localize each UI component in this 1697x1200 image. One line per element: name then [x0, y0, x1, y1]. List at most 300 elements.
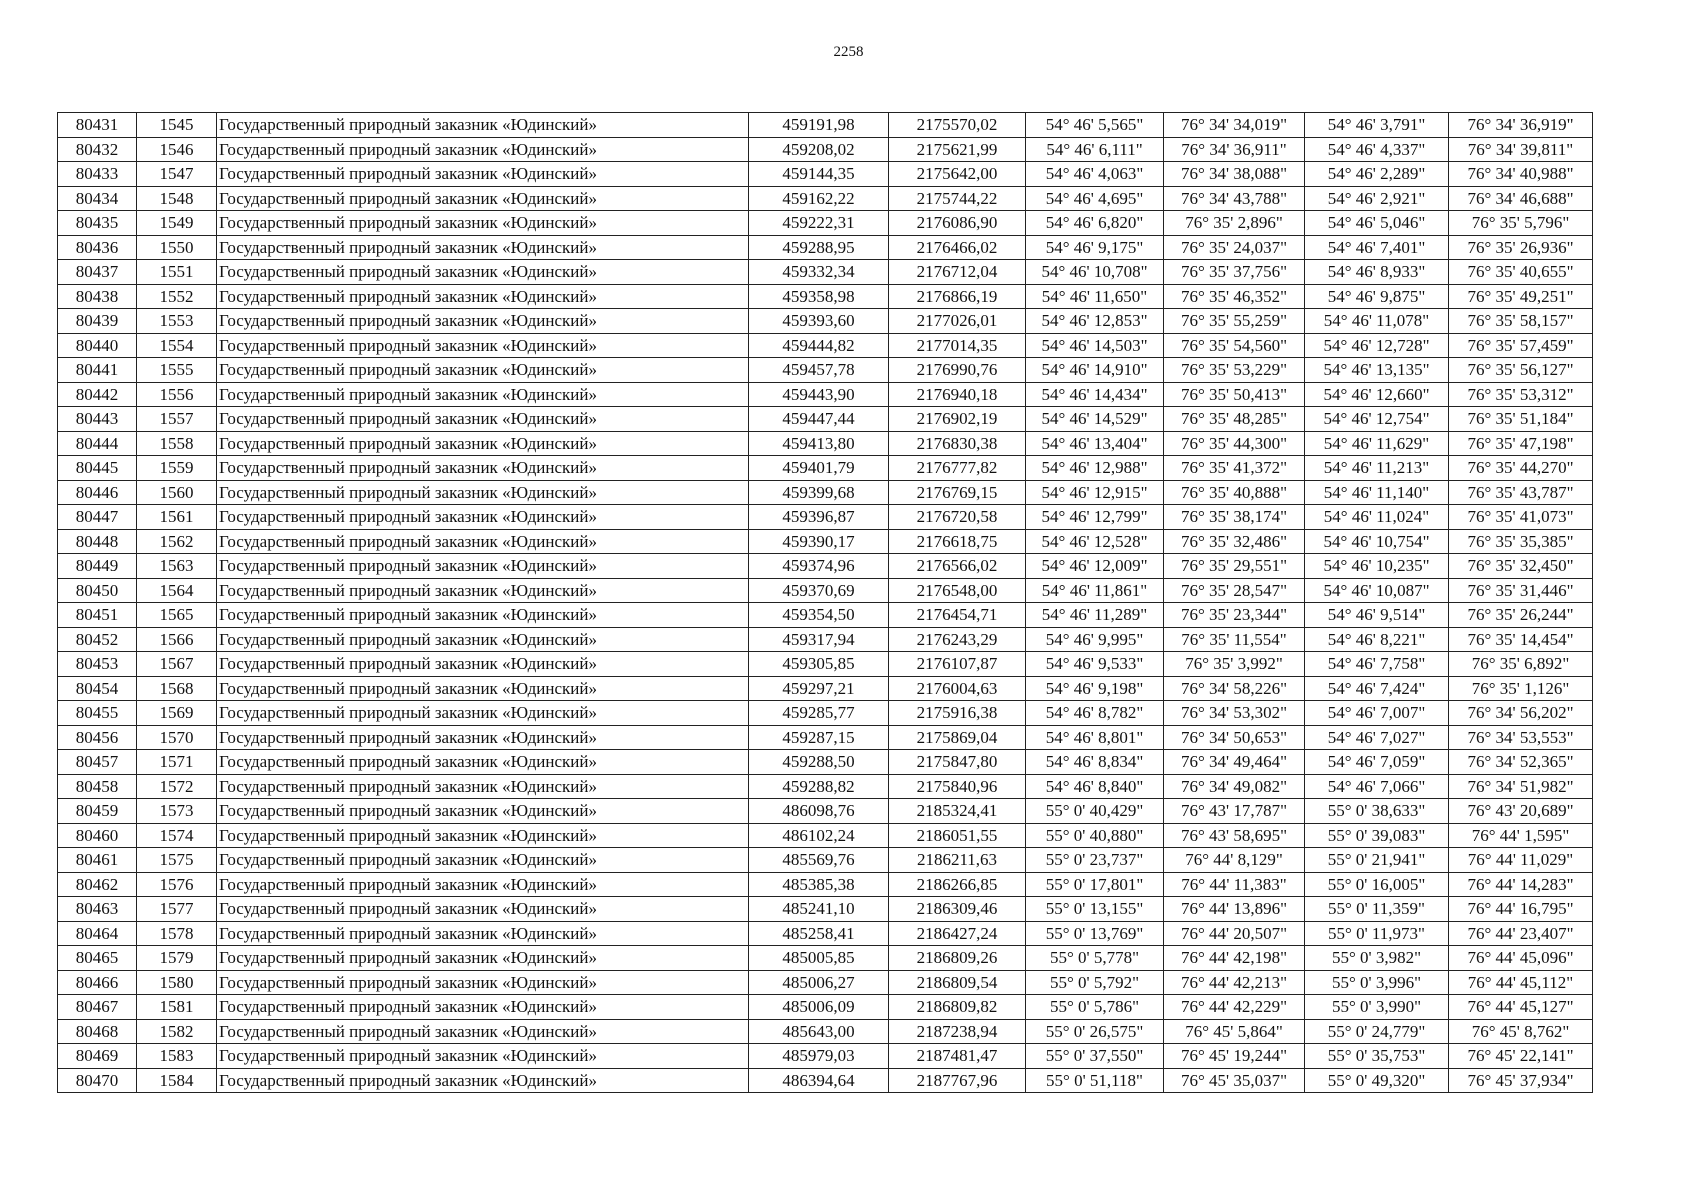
coord-x-cell: 459332,34 [749, 260, 889, 285]
longitude-2-cell: 76° 35' 1,126" [1449, 676, 1593, 701]
point-number-cell: 1562 [137, 529, 217, 554]
table-row [58, 946, 1593, 971]
object-name-cell: Государственный природный заказник «Юдинский» [217, 529, 749, 554]
longitude-2-cell: 76° 35' 53,312" [1449, 382, 1593, 407]
object-name-cell: Государственный природный заказник «Юдинский» [217, 1044, 749, 1069]
latitude-1-cell: 54° 46' 5,565" [1026, 113, 1164, 138]
record-id-cell: 80459 [58, 799, 137, 824]
record-id-cell: 80435 [58, 211, 137, 236]
record-id-cell: 80446 [58, 480, 137, 505]
record-id-cell: 80451 [58, 603, 137, 628]
longitude-1-cell: 76° 35' 50,413" [1164, 382, 1305, 407]
longitude-1-cell: 76° 45' 5,864" [1164, 1019, 1305, 1044]
record-id-cell: 80444 [58, 431, 137, 456]
object-name-cell: Государственный природный заказник «Юдинский» [217, 407, 749, 432]
coord-y-cell: 2177014,35 [889, 333, 1026, 358]
longitude-1-cell: 76° 35' 41,372" [1164, 456, 1305, 481]
record-id-cell: 80439 [58, 309, 137, 334]
point-number-cell: 1553 [137, 309, 217, 334]
object-name-cell: Государственный природный заказник «Юдинский» [217, 921, 749, 946]
coord-y-cell: 2176454,71 [889, 603, 1026, 628]
latitude-1-cell: 55° 0' 40,429" [1026, 799, 1164, 824]
latitude-2-cell: 54° 46' 7,066" [1305, 774, 1449, 799]
point-number-cell: 1574 [137, 823, 217, 848]
longitude-1-cell: 76° 34' 36,911" [1164, 137, 1305, 162]
longitude-1-cell: 76° 35' 2,896" [1164, 211, 1305, 236]
table-row [58, 162, 1593, 187]
longitude-2-cell: 76° 35' 40,655" [1449, 260, 1593, 285]
latitude-1-cell: 54° 46' 4,063" [1026, 162, 1164, 187]
coord-y-cell: 2176243,29 [889, 627, 1026, 652]
object-name-cell: Государственный природный заказник «Юдинский» [217, 1019, 749, 1044]
coord-y-cell: 2187767,96 [889, 1068, 1026, 1093]
longitude-2-cell: 76° 35' 14,454" [1449, 627, 1593, 652]
point-number-cell: 1575 [137, 848, 217, 873]
latitude-2-cell: 55° 0' 35,753" [1305, 1044, 1449, 1069]
longitude-1-cell: 76° 35' 53,229" [1164, 358, 1305, 383]
table-row [58, 799, 1593, 824]
coord-y-cell: 2176712,04 [889, 260, 1026, 285]
coord-y-cell: 2175916,38 [889, 701, 1026, 726]
record-id-cell: 80434 [58, 186, 137, 211]
coord-y-cell: 2176866,19 [889, 284, 1026, 309]
latitude-2-cell: 54° 46' 13,135" [1305, 358, 1449, 383]
latitude-1-cell: 55° 0' 13,769" [1026, 921, 1164, 946]
coord-x-cell: 459443,90 [749, 382, 889, 407]
latitude-2-cell: 55° 0' 3,996" [1305, 970, 1449, 995]
longitude-1-cell: 76° 35' 29,551" [1164, 554, 1305, 579]
object-name-cell: Государственный природный заказник «Юдинский» [217, 456, 749, 481]
longitude-2-cell: 76° 44' 16,795" [1449, 897, 1593, 922]
latitude-2-cell: 54° 46' 2,289" [1305, 162, 1449, 187]
coord-x-cell: 459288,95 [749, 235, 889, 260]
object-name-cell: Государственный природный заказник «Юдинский» [217, 848, 749, 873]
latitude-2-cell: 54° 46' 10,087" [1305, 578, 1449, 603]
longitude-1-cell: 76° 34' 58,226" [1164, 676, 1305, 701]
latitude-1-cell: 55° 0' 5,778" [1026, 946, 1164, 971]
latitude-1-cell: 54° 46' 6,111" [1026, 137, 1164, 162]
latitude-2-cell: 55° 0' 3,990" [1305, 995, 1449, 1020]
table-row [58, 382, 1593, 407]
latitude-2-cell: 55° 0' 38,633" [1305, 799, 1449, 824]
record-id-cell: 80458 [58, 774, 137, 799]
latitude-2-cell: 54° 46' 7,424" [1305, 676, 1449, 701]
coord-y-cell: 2176777,82 [889, 456, 1026, 481]
coord-x-cell: 485006,27 [749, 970, 889, 995]
point-number-cell: 1573 [137, 799, 217, 824]
point-number-cell: 1583 [137, 1044, 217, 1069]
table-row [58, 897, 1593, 922]
latitude-1-cell: 54° 46' 8,840" [1026, 774, 1164, 799]
coord-y-cell: 2175570,02 [889, 113, 1026, 138]
point-number-cell: 1581 [137, 995, 217, 1020]
latitude-2-cell: 54° 46' 10,235" [1305, 554, 1449, 579]
object-name-cell: Государственный природный заказник «Юдинский» [217, 333, 749, 358]
record-id-cell: 80456 [58, 725, 137, 750]
object-name-cell: Государственный природный заказник «Юдинский» [217, 505, 749, 530]
record-id-cell: 80454 [58, 676, 137, 701]
latitude-1-cell: 55° 0' 13,155" [1026, 897, 1164, 922]
latitude-1-cell: 54° 46' 9,175" [1026, 235, 1164, 260]
latitude-2-cell: 55° 0' 24,779" [1305, 1019, 1449, 1044]
table-row [58, 284, 1593, 309]
point-number-cell: 1549 [137, 211, 217, 236]
latitude-2-cell: 54° 46' 12,754" [1305, 407, 1449, 432]
point-number-cell: 1570 [137, 725, 217, 750]
latitude-1-cell: 54° 46' 9,995" [1026, 627, 1164, 652]
table-row [58, 480, 1593, 505]
longitude-2-cell: 76° 44' 23,407" [1449, 921, 1593, 946]
longitude-1-cell: 76° 35' 46,352" [1164, 284, 1305, 309]
longitude-2-cell: 76° 34' 53,553" [1449, 725, 1593, 750]
point-number-cell: 1582 [137, 1019, 217, 1044]
point-number-cell: 1568 [137, 676, 217, 701]
latitude-1-cell: 55° 0' 23,737" [1026, 848, 1164, 873]
latitude-1-cell: 54° 46' 14,434" [1026, 382, 1164, 407]
record-id-cell: 80440 [58, 333, 137, 358]
coord-x-cell: 459222,31 [749, 211, 889, 236]
latitude-2-cell: 54° 46' 9,514" [1305, 603, 1449, 628]
longitude-2-cell: 76° 43' 20,689" [1449, 799, 1593, 824]
coord-x-cell: 486102,24 [749, 823, 889, 848]
longitude-2-cell: 76° 44' 1,595" [1449, 823, 1593, 848]
coord-y-cell: 2175840,96 [889, 774, 1026, 799]
coord-y-cell: 2187238,94 [889, 1019, 1026, 1044]
record-id-cell: 80453 [58, 652, 137, 677]
longitude-1-cell: 76° 35' 24,037" [1164, 235, 1305, 260]
latitude-1-cell: 54° 46' 8,834" [1026, 750, 1164, 775]
latitude-2-cell: 54° 46' 8,221" [1305, 627, 1449, 652]
coord-x-cell: 459208,02 [749, 137, 889, 162]
point-number-cell: 1567 [137, 652, 217, 677]
coord-y-cell: 2185324,41 [889, 799, 1026, 824]
point-number-cell: 1566 [137, 627, 217, 652]
table-row [58, 407, 1593, 432]
coord-x-cell: 459457,78 [749, 358, 889, 383]
coord-x-cell: 485006,09 [749, 995, 889, 1020]
coord-y-cell: 2176548,00 [889, 578, 1026, 603]
latitude-2-cell: 54° 46' 11,140" [1305, 480, 1449, 505]
longitude-1-cell: 76° 45' 35,037" [1164, 1068, 1305, 1093]
longitude-1-cell: 76° 35' 11,554" [1164, 627, 1305, 652]
table-row [58, 627, 1593, 652]
longitude-1-cell: 76° 44' 42,213" [1164, 970, 1305, 995]
point-number-cell: 1576 [137, 872, 217, 897]
coord-x-cell: 485979,03 [749, 1044, 889, 1069]
coord-y-cell: 2177026,01 [889, 309, 1026, 334]
record-id-cell: 80455 [58, 701, 137, 726]
coord-x-cell: 459297,21 [749, 676, 889, 701]
coord-x-cell: 459413,80 [749, 431, 889, 456]
latitude-1-cell: 54° 46' 14,529" [1026, 407, 1164, 432]
point-number-cell: 1572 [137, 774, 217, 799]
longitude-1-cell: 76° 34' 53,302" [1164, 701, 1305, 726]
object-name-cell: Государственный природный заказник «Юдинский» [217, 235, 749, 260]
table-row [58, 921, 1593, 946]
coord-y-cell: 2176769,15 [889, 480, 1026, 505]
point-number-cell: 1556 [137, 382, 217, 407]
latitude-2-cell: 55° 0' 49,320" [1305, 1068, 1449, 1093]
table-row [58, 1044, 1593, 1069]
coord-x-cell: 459444,82 [749, 333, 889, 358]
object-name-cell: Государственный природный заказник «Юдинский» [217, 1068, 749, 1093]
object-name-cell: Государственный природный заказник «Юдинский» [217, 946, 749, 971]
object-name-cell: Государственный природный заказник «Юдинский» [217, 554, 749, 579]
latitude-2-cell: 55° 0' 39,083" [1305, 823, 1449, 848]
longitude-1-cell: 76° 35' 28,547" [1164, 578, 1305, 603]
latitude-2-cell: 55° 0' 11,359" [1305, 897, 1449, 922]
coord-x-cell: 486098,76 [749, 799, 889, 824]
record-id-cell: 80441 [58, 358, 137, 383]
point-number-cell: 1580 [137, 970, 217, 995]
coord-y-cell: 2186809,26 [889, 946, 1026, 971]
longitude-2-cell: 76° 44' 45,127" [1449, 995, 1593, 1020]
point-number-cell: 1551 [137, 260, 217, 285]
object-name-cell: Государственный природный заказник «Юдинский» [217, 676, 749, 701]
coord-y-cell: 2176940,18 [889, 382, 1026, 407]
latitude-1-cell: 55° 0' 26,575" [1026, 1019, 1164, 1044]
longitude-1-cell: 76° 34' 43,788" [1164, 186, 1305, 211]
longitude-1-cell: 76° 34' 50,653" [1164, 725, 1305, 750]
table-row [58, 260, 1593, 285]
record-id-cell: 80443 [58, 407, 137, 432]
table-row [58, 309, 1593, 334]
coord-y-cell: 2186051,55 [889, 823, 1026, 848]
coord-y-cell: 2176004,63 [889, 676, 1026, 701]
record-id-cell: 80463 [58, 897, 137, 922]
longitude-1-cell: 76° 35' 54,560" [1164, 333, 1305, 358]
longitude-1-cell: 76° 34' 49,082" [1164, 774, 1305, 799]
table-row [58, 505, 1593, 530]
longitude-1-cell: 76° 34' 34,019" [1164, 113, 1305, 138]
point-number-cell: 1578 [137, 921, 217, 946]
coord-y-cell: 2176566,02 [889, 554, 1026, 579]
coord-y-cell: 2186309,46 [889, 897, 1026, 922]
coord-x-cell: 459374,96 [749, 554, 889, 579]
record-id-cell: 80448 [58, 529, 137, 554]
table-row [58, 333, 1593, 358]
record-id-cell: 80468 [58, 1019, 137, 1044]
object-name-cell: Государственный природный заказник «Юдинский» [217, 137, 749, 162]
latitude-1-cell: 54° 46' 14,503" [1026, 333, 1164, 358]
point-number-cell: 1546 [137, 137, 217, 162]
coord-y-cell: 2186809,82 [889, 995, 1026, 1020]
latitude-2-cell: 54° 46' 7,027" [1305, 725, 1449, 750]
point-number-cell: 1545 [137, 113, 217, 138]
record-id-cell: 80445 [58, 456, 137, 481]
coord-y-cell: 2176720,58 [889, 505, 1026, 530]
longitude-2-cell: 76° 34' 39,811" [1449, 137, 1593, 162]
record-id-cell: 80467 [58, 995, 137, 1020]
table-row [58, 725, 1593, 750]
object-name-cell: Государственный природный заказник «Юдинский» [217, 431, 749, 456]
longitude-1-cell: 76° 35' 55,259" [1164, 309, 1305, 334]
record-id-cell: 80433 [58, 162, 137, 187]
record-id-cell: 80436 [58, 235, 137, 260]
coord-x-cell: 485569,76 [749, 848, 889, 873]
point-number-cell: 1563 [137, 554, 217, 579]
coord-x-cell: 485385,38 [749, 872, 889, 897]
coord-y-cell: 2175744,22 [889, 186, 1026, 211]
point-number-cell: 1548 [137, 186, 217, 211]
record-id-cell: 80465 [58, 946, 137, 971]
object-name-cell: Государственный природный заказник «Юдинский» [217, 578, 749, 603]
record-id-cell: 80457 [58, 750, 137, 775]
coord-y-cell: 2176466,02 [889, 235, 1026, 260]
table-row [58, 358, 1593, 383]
table-row [58, 456, 1593, 481]
table-row [58, 186, 1593, 211]
coord-y-cell: 2175642,00 [889, 162, 1026, 187]
table-row [58, 750, 1593, 775]
coord-x-cell: 459354,50 [749, 603, 889, 628]
latitude-1-cell: 54° 46' 13,404" [1026, 431, 1164, 456]
longitude-2-cell: 76° 35' 26,244" [1449, 603, 1593, 628]
latitude-1-cell: 54° 46' 12,009" [1026, 554, 1164, 579]
table-body [58, 113, 1593, 1093]
coord-y-cell: 2186211,63 [889, 848, 1026, 873]
coord-x-cell: 459390,17 [749, 529, 889, 554]
table-row [58, 235, 1593, 260]
longitude-2-cell: 76° 35' 43,787" [1449, 480, 1593, 505]
object-name-cell: Государственный природный заказник «Юдинский» [217, 162, 749, 187]
coord-x-cell: 459399,68 [749, 480, 889, 505]
coord-x-cell: 485241,10 [749, 897, 889, 922]
latitude-1-cell: 55° 0' 51,118" [1026, 1068, 1164, 1093]
coord-y-cell: 2176990,76 [889, 358, 1026, 383]
longitude-2-cell: 76° 34' 52,365" [1449, 750, 1593, 775]
latitude-1-cell: 54° 46' 12,528" [1026, 529, 1164, 554]
longitude-2-cell: 76° 34' 46,688" [1449, 186, 1593, 211]
table-row [58, 995, 1593, 1020]
longitude-1-cell: 76° 35' 44,300" [1164, 431, 1305, 456]
coord-x-cell: 459191,98 [749, 113, 889, 138]
coord-y-cell: 2175621,99 [889, 137, 1026, 162]
record-id-cell: 80464 [58, 921, 137, 946]
longitude-1-cell: 76° 43' 58,695" [1164, 823, 1305, 848]
longitude-2-cell: 76° 35' 41,073" [1449, 505, 1593, 530]
table-row [58, 970, 1593, 995]
longitude-2-cell: 76° 44' 14,283" [1449, 872, 1593, 897]
longitude-2-cell: 76° 35' 35,385" [1449, 529, 1593, 554]
longitude-2-cell: 76° 45' 8,762" [1449, 1019, 1593, 1044]
coord-y-cell: 2187481,47 [889, 1044, 1026, 1069]
object-name-cell: Государственный природный заказник «Юдинский» [217, 897, 749, 922]
latitude-1-cell: 54° 46' 14,910" [1026, 358, 1164, 383]
longitude-1-cell: 76° 35' 37,756" [1164, 260, 1305, 285]
point-number-cell: 1559 [137, 456, 217, 481]
coord-x-cell: 459162,22 [749, 186, 889, 211]
latitude-1-cell: 54° 46' 12,853" [1026, 309, 1164, 334]
latitude-1-cell: 54° 46' 9,533" [1026, 652, 1164, 677]
longitude-1-cell: 76° 35' 23,344" [1164, 603, 1305, 628]
latitude-2-cell: 54° 46' 11,213" [1305, 456, 1449, 481]
coord-x-cell: 485005,85 [749, 946, 889, 971]
record-id-cell: 80462 [58, 872, 137, 897]
latitude-1-cell: 54° 46' 11,861" [1026, 578, 1164, 603]
record-id-cell: 80432 [58, 137, 137, 162]
longitude-2-cell: 76° 44' 45,096" [1449, 946, 1593, 971]
coord-x-cell: 486394,64 [749, 1068, 889, 1093]
table-row [58, 774, 1593, 799]
coord-y-cell: 2186809,54 [889, 970, 1026, 995]
point-number-cell: 1560 [137, 480, 217, 505]
longitude-2-cell: 76° 35' 6,892" [1449, 652, 1593, 677]
record-id-cell: 80449 [58, 554, 137, 579]
longitude-1-cell: 76° 45' 19,244" [1164, 1044, 1305, 1069]
table-row [58, 652, 1593, 677]
table-row [58, 578, 1593, 603]
object-name-cell: Государственный природный заказник «Юдинский» [217, 284, 749, 309]
longitude-2-cell: 76° 35' 31,446" [1449, 578, 1593, 603]
coord-x-cell: 459287,15 [749, 725, 889, 750]
coord-x-cell: 459401,79 [749, 456, 889, 481]
longitude-2-cell: 76° 35' 32,450" [1449, 554, 1593, 579]
coord-x-cell: 459393,60 [749, 309, 889, 334]
longitude-2-cell: 76° 34' 51,982" [1449, 774, 1593, 799]
coord-x-cell: 459144,35 [749, 162, 889, 187]
table-row [58, 676, 1593, 701]
record-id-cell: 80469 [58, 1044, 137, 1069]
latitude-1-cell: 54° 46' 12,915" [1026, 480, 1164, 505]
table-row [58, 431, 1593, 456]
object-name-cell: Государственный природный заказник «Юдинский» [217, 627, 749, 652]
point-number-cell: 1577 [137, 897, 217, 922]
table-row [58, 872, 1593, 897]
latitude-1-cell: 55° 0' 17,801" [1026, 872, 1164, 897]
latitude-1-cell: 54° 46' 11,650" [1026, 284, 1164, 309]
point-number-cell: 1552 [137, 284, 217, 309]
coord-y-cell: 2176830,38 [889, 431, 1026, 456]
point-number-cell: 1579 [137, 946, 217, 971]
coord-y-cell: 2175847,80 [889, 750, 1026, 775]
latitude-2-cell: 54° 46' 11,078" [1305, 309, 1449, 334]
latitude-1-cell: 54° 46' 12,988" [1026, 456, 1164, 481]
latitude-2-cell: 54° 46' 2,921" [1305, 186, 1449, 211]
latitude-1-cell: 55° 0' 5,792" [1026, 970, 1164, 995]
longitude-2-cell: 76° 35' 47,198" [1449, 431, 1593, 456]
coord-y-cell: 2176618,75 [889, 529, 1026, 554]
object-name-cell: Государственный природный заказник «Юдинский» [217, 603, 749, 628]
object-name-cell: Государственный природный заказник «Юдинский» [217, 750, 749, 775]
coord-y-cell: 2176902,19 [889, 407, 1026, 432]
record-id-cell: 80452 [58, 627, 137, 652]
longitude-2-cell: 76° 35' 49,251" [1449, 284, 1593, 309]
object-name-cell: Государственный природный заказник «Юдинский» [217, 652, 749, 677]
point-number-cell: 1571 [137, 750, 217, 775]
object-name-cell: Государственный природный заказник «Юдинский» [217, 823, 749, 848]
longitude-2-cell: 76° 35' 57,459" [1449, 333, 1593, 358]
longitude-1-cell: 76° 35' 38,174" [1164, 505, 1305, 530]
latitude-2-cell: 54° 46' 7,007" [1305, 701, 1449, 726]
record-id-cell: 80461 [58, 848, 137, 873]
latitude-1-cell: 54° 46' 9,198" [1026, 676, 1164, 701]
table-row [58, 529, 1593, 554]
latitude-2-cell: 55° 0' 21,941" [1305, 848, 1449, 873]
latitude-1-cell: 55° 0' 40,880" [1026, 823, 1164, 848]
table-row [58, 701, 1593, 726]
latitude-2-cell: 54° 46' 7,401" [1305, 235, 1449, 260]
object-name-cell: Государственный природный заказник «Юдинский» [217, 382, 749, 407]
table-row [58, 603, 1593, 628]
point-number-cell: 1557 [137, 407, 217, 432]
longitude-2-cell: 76° 44' 11,029" [1449, 848, 1593, 873]
longitude-2-cell: 76° 34' 40,988" [1449, 162, 1593, 187]
latitude-2-cell: 54° 46' 7,758" [1305, 652, 1449, 677]
longitude-2-cell: 76° 35' 44,270" [1449, 456, 1593, 481]
coord-x-cell: 459285,77 [749, 701, 889, 726]
longitude-1-cell: 76° 44' 42,198" [1164, 946, 1305, 971]
